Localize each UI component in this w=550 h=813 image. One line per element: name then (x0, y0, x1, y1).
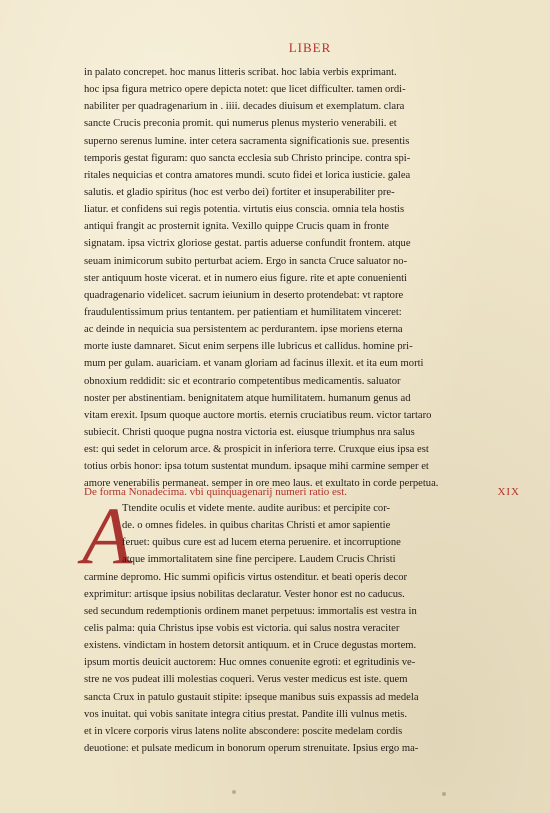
text-line: mum per gulam. auariciam. et vanam gloriam ad facinus illexit. et ita eum morti (84, 358, 424, 370)
text-line: sed secundum redemptionis ordinem manet perpetuus: immortalis est vestra in (84, 605, 417, 617)
text-line: noster per abstinentiam. benignitatem atque humilitatem. humanum genus ad (84, 392, 411, 404)
text-line: superno serenus lumine. inter cetera sacramenta significationis sue. presentis (84, 135, 410, 147)
text-line: signatam. ipsa victrix gloriose gestat. partis aduerse confundit frontem. atque (84, 238, 411, 250)
text-line: existens. vindictam in hostem detorsit antiquum. et in Cruce degustas mortem. (84, 640, 417, 652)
text-line: vos inuitat. qui vobis sanitate integra citius prestat. Pandite illi vulnus metis. (84, 708, 408, 720)
text-line: est: qui sedet in celorum arce. & prospicit in inferiora terre. Cruxque eius ipsa est (84, 444, 429, 456)
text-line: feruet: quibus cure est ad lucem eterna peruenire. et incorruptione (122, 537, 401, 549)
text-line: hoc ipsa figura metrico opere depicta notet: que licet difficulter. tamen ordi- (84, 84, 406, 96)
text-line: obnoxium reddidit: sic et econtrario competentibus medicamentis. saluator (84, 375, 401, 387)
text-line: liatur. et confidens sui regis potentia. virtutis eius conscia. omnia tela hostis (84, 204, 405, 216)
text-line: deuotione: et pulsate medicum in bonorum operum strenuitate. Ipsius ergo ma- (84, 742, 419, 754)
text-line: temporis gestat figuram: quo sancta ecclesia sub Christo principe. contra spi- (84, 152, 411, 164)
decorated-initial: A (82, 490, 133, 581)
text-line: ritales nequicias et contra amatores mundi. scuto fidei et lorica iusticie. galea (84, 169, 411, 181)
running-head: LIBER (288, 40, 332, 55)
text-line: morte iuste damnaret. Sicut enim serpens ille lubricus et callidus. homine pri- (84, 341, 413, 353)
text-line: nabiliter per quadragenarium in . iiii. decades diuisum et exemplatum. clara (84, 101, 405, 113)
text-line: totius orbis honor: ipsa totum sustentat mundum. ipsaque mihi carmine semper et (84, 461, 429, 473)
section-heading-text: De forma Nonadecima. vbi quinquagenarij numeri ratio est. (84, 486, 347, 498)
text-line: quadragenario videlicet. sacrum ieiunium in deserto protendebat: vt raptore (84, 289, 404, 301)
section-heading (84, 484, 520, 501)
text-line: sancte Crucis preconia promit. qui numerus plenus mysterio venerabili. et (84, 118, 397, 130)
section-number: XIX (497, 486, 520, 498)
text-line: carmine depromo. Hic summi opificis virtus ostenditur. et beati operis decor (84, 571, 408, 583)
text-line: celis palma: quia Christus ipse vobis est victoria. qui salus nostra veraciter (84, 622, 400, 634)
text-line: in palato concrepet. hoc manus litteris scribat. hoc labia verbis exprimant. (84, 67, 397, 78)
text-line: ipsum mortis deuicit auctorem: Huc omnes conuenite egroti: et egritudinis ve- (84, 657, 416, 669)
text-line: et in vlcere corporis virus latens nolite abscondere: poscite medelam cordis (84, 725, 403, 737)
text-line: fraudulentissimum prius tentantem. per patientiam et humilitatem vinceret: (84, 306, 402, 318)
text-line: ac deinde in nequicia sua persistentem ac perdurantem. ipse moriens eterna (84, 324, 403, 336)
page-speck (232, 790, 236, 794)
page-speck (442, 792, 446, 796)
text-line: ster antiquum hoste vicerat. et in numero eius figure. rite et apte conuenienti (84, 272, 408, 284)
text-line: Ttendite oculis et videte mente. audite auribus: et percipite cor- (122, 503, 391, 514)
text-line: stre ne vos pudeat illi molestias coqueri. Verus vester medicus est iste. quem (84, 674, 408, 686)
text-block-main (84, 64, 520, 493)
text-block-section (84, 500, 520, 757)
text-line: antiqui frangit ac prosternit ignita. Vexillo quippe Crucis quam in fronte (84, 221, 389, 233)
text-line: subiecit. Christi quoque pugna nostra victoria est. eiusque triumphus nra salus (84, 426, 415, 438)
text-line: seuam inimicorum subito perturbat aciem. Ergo in sancta Cruce saluator no- (84, 255, 408, 267)
text-line: sancta Crux in patulo gustauit stipite: ipseque manibus suis expassis ad medela (84, 691, 419, 703)
text-line: amore venerabilis permaneat. semper in ore meo laus. et exultato in corde perpetua. (84, 478, 439, 490)
text-line: exprimitur: artisque ipsius nobilitas declaratur. Vester honor est no caducus. (84, 588, 405, 600)
text-line: de. o omnes fideles. in quibus charitas Christi et amor sapientie (122, 520, 391, 532)
text-line: salutis. et gladio spiritus (hoc est verbo dei) fortiter et insuperabiliter pre- (84, 186, 395, 198)
text-line: vitam erexit. Ipsum quoque auctore mortis. eternis cruciatibus reum. victor tartaro (84, 409, 432, 421)
text-line: atque immortalitatem sine fine percipere. Laudem Crucis Christi (122, 554, 396, 566)
